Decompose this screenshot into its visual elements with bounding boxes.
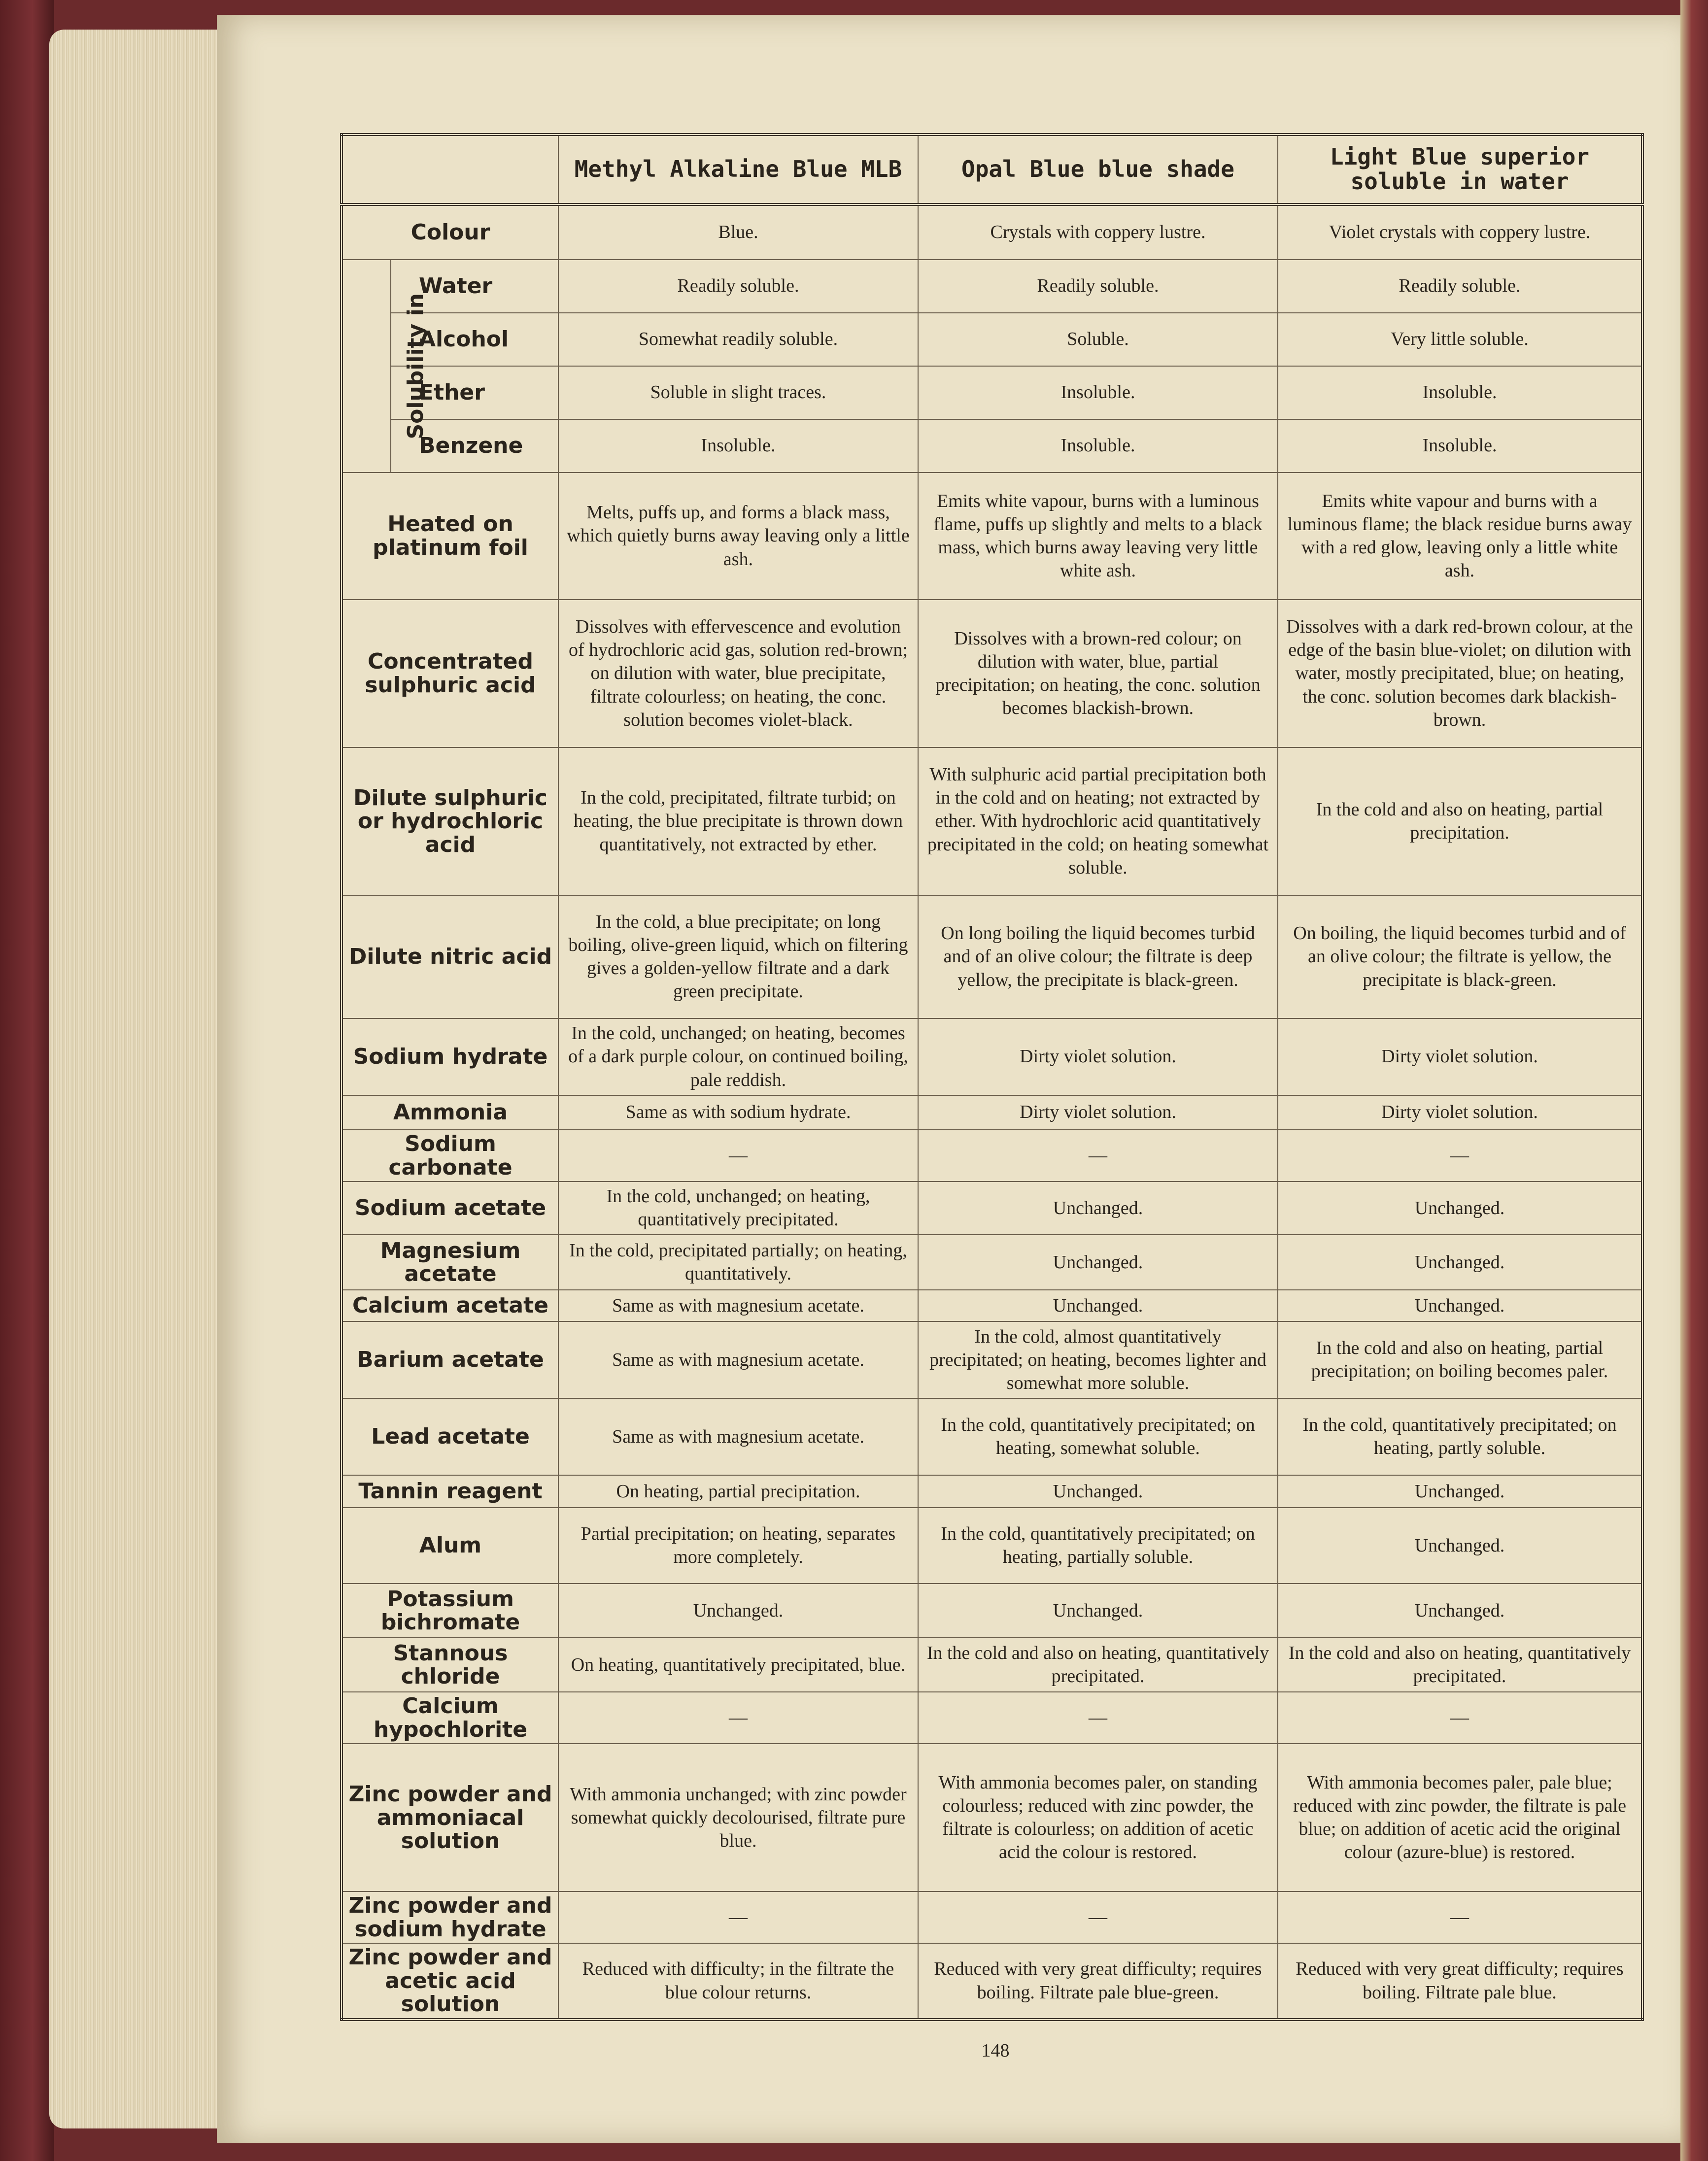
- table-row: [342, 1290, 1642, 1321]
- table-row: [342, 1475, 1642, 1508]
- table-cell: In the cold and also on heating, quantitatively precipitated.: [1278, 1638, 1642, 1692]
- table-cell: Unchanged.: [1278, 1508, 1642, 1584]
- table-cell: —: [918, 1891, 1278, 1943]
- table-cell: In the cold, quantitatively precipitated; on heating, partly soluble.: [1278, 1398, 1642, 1475]
- table-cell: Unchanged.: [918, 1475, 1278, 1508]
- table-cell: Insoluble.: [1278, 366, 1642, 419]
- row-label: Water: [391, 260, 558, 313]
- row-label: Concentrated sulphuric acid: [342, 600, 558, 747]
- table-row: [342, 1692, 1642, 1744]
- table-row: [342, 1182, 1642, 1235]
- row-label: Barium acetate: [342, 1321, 558, 1398]
- table-cell: Same as with sodium hydrate.: [558, 1095, 918, 1130]
- table-row: [342, 1321, 1642, 1398]
- table-cell: Unchanged.: [918, 1235, 1278, 1290]
- table-row: [342, 1398, 1642, 1475]
- table-row: [342, 1018, 1642, 1095]
- row-label: Benzene: [391, 419, 558, 473]
- table-cell: In the cold, almost quantitatively precipitated; on heating, becomes lighter and somewhat more soluble.: [918, 1321, 1278, 1398]
- table-cell: Partial precipitation; on heating, separates more completely.: [558, 1508, 918, 1584]
- table-cell: Unchanged.: [1278, 1235, 1642, 1290]
- table-cell: Crystals with coppery lustre.: [918, 204, 1278, 260]
- table-cell: Reduced with difficulty; in the filtrate the blue colour returns.: [558, 1943, 918, 2020]
- column-header: Opal Blue blue shade: [918, 135, 1278, 204]
- row-label: Sodium acetate: [342, 1182, 558, 1235]
- table-cell: Insoluble.: [918, 366, 1278, 419]
- table-cell: In the cold and also on heating, partial precipitation.: [1278, 747, 1642, 895]
- reagent-table: [340, 133, 1644, 2021]
- row-label: Zinc powder and ammoniacal solution: [342, 1744, 558, 1891]
- table-cell: Dirty violet solution.: [1278, 1018, 1642, 1095]
- table-cell: Very little soluble.: [1278, 313, 1642, 366]
- table-cell: —: [918, 1130, 1278, 1182]
- table-row: [342, 473, 1642, 600]
- table-cell: On heating, partial precipitation.: [558, 1475, 918, 1508]
- table-row: [342, 1744, 1642, 1891]
- table-cell: Same as with magnesium acetate.: [558, 1398, 918, 1475]
- table-cell: Unchanged.: [1278, 1182, 1642, 1235]
- table-row: [342, 1095, 1642, 1130]
- page-stack: [49, 30, 227, 2128]
- table-cell: Emits white vapour, burns with a luminous flame, puffs up slightly and melts to a black mass, which burns away leaving very little white ash.: [918, 473, 1278, 600]
- row-label: Stannous chloride: [342, 1638, 558, 1692]
- table-cell: Dissolves with effervescence and evolution of hydrochloric acid gas, solution red-brown; on dilution with water, blue precipitate, filtrate colourless; on heating, the conc. solution becomes violet-black.: [558, 600, 918, 747]
- table-cell: Violet crystals with coppery lustre.: [1278, 204, 1642, 260]
- table-cell: Reduced with very great difficulty; requires boiling. Filtrate pale blue.: [1278, 1943, 1642, 2020]
- table-cell: Readily soluble.: [558, 260, 918, 313]
- table-cell: Dirty violet solution.: [1278, 1095, 1642, 1130]
- table-row: [342, 1638, 1642, 1692]
- table-row: [342, 1584, 1642, 1638]
- row-label: Magnesium acetate: [342, 1235, 558, 1290]
- table-row: [342, 1943, 1642, 2020]
- row-label: Dilute sulphuric or hydrochloric acid: [342, 747, 558, 895]
- table-cell: Unchanged.: [1278, 1475, 1642, 1508]
- table-cell: Unchanged.: [918, 1584, 1278, 1638]
- table-cell: In the cold and also on heating, quantitatively precipitated.: [918, 1638, 1278, 1692]
- table-cell: Insoluble.: [918, 419, 1278, 473]
- row-label: Lead acetate: [342, 1398, 558, 1475]
- table-cell: In the cold, quantitatively precipitated; on heating, partially soluble.: [918, 1508, 1278, 1584]
- table-cell: Readily soluble.: [918, 260, 1278, 313]
- table-cell: —: [1278, 1692, 1642, 1744]
- page-number: 148: [981, 2040, 1010, 2061]
- table-cell: Soluble.: [918, 313, 1278, 366]
- column-header: Light Blue superior soluble in water: [1278, 135, 1642, 204]
- table-row: [342, 419, 1642, 473]
- table-cell: —: [918, 1692, 1278, 1744]
- table-cell: In the cold, precipitated, filtrate turbid; on heating, the blue precipitate is thrown down quantitatively, not extracted by ether.: [558, 747, 918, 895]
- table-cell: In the cold, unchanged; on heating, becomes of a dark purple colour, on continued boiling, pale reddish.: [558, 1018, 918, 1095]
- table-cell: Dissolves with a dark red-brown colour, at the edge of the basin blue-violet; on dilution with water, mostly precipitated, blue; on heating, the conc. solution becomes dark blackish-brown.: [1278, 600, 1642, 747]
- row-label: Sodium carbonate: [342, 1130, 558, 1182]
- table-cell: Insoluble.: [1278, 419, 1642, 473]
- table-header-row: [342, 135, 1642, 204]
- table-row: [342, 204, 1642, 260]
- corner-cell: [342, 135, 558, 204]
- table-cell: Somewhat readily soluble.: [558, 313, 918, 366]
- table-row: [342, 1891, 1642, 1943]
- table-cell: Unchanged.: [1278, 1290, 1642, 1321]
- table-cell: —: [558, 1891, 918, 1943]
- table-cell: Dissolves with a brown-red colour; on dilution with water, blue, partial precipitation; on heating, the conc. solution becomes blackish-brown.: [918, 600, 1278, 747]
- row-label: Colour: [342, 204, 558, 260]
- table-cell: On boiling, the liquid becomes turbid and of an olive colour; the filtrate is yellow, the precipitate is black-green.: [1278, 895, 1642, 1018]
- table-row: [342, 1508, 1642, 1584]
- solubility-group-cell: [342, 260, 428, 473]
- row-label: Dilute nitric acid: [342, 895, 558, 1018]
- row-label: Ether: [391, 366, 558, 419]
- table-cell: In the cold, a blue precipitate; on long boiling, olive-green liquid, which on filtering gives a golden-yellow filtrate and a dark green precipitate.: [558, 895, 918, 1018]
- table-cell: Readily soluble.: [1278, 260, 1642, 313]
- table-cell: Blue.: [558, 204, 918, 260]
- table-cell: —: [558, 1130, 918, 1182]
- table-cell: Reduced with very great difficulty; requires boiling. Filtrate pale blue-green.: [918, 1943, 1278, 2020]
- table-cell: Same as with magnesium acetate.: [558, 1290, 918, 1321]
- table-cell: In the cold, quantitatively precipitated; on heating, somewhat soluble.: [918, 1398, 1278, 1475]
- table-row: [342, 747, 1642, 895]
- table-cell: —: [1278, 1130, 1642, 1182]
- table-cell: Dirty violet solution.: [918, 1018, 1278, 1095]
- row-label: Alcohol: [391, 313, 558, 366]
- table-cell: —: [1278, 1891, 1642, 1943]
- table-cell: In the cold, unchanged; on heating, quantitatively precipitated.: [558, 1182, 918, 1235]
- table-cell: Unchanged.: [558, 1584, 918, 1638]
- table-cell: Unchanged.: [918, 1182, 1278, 1235]
- table-row: [342, 260, 1642, 313]
- table-cell: Insoluble.: [558, 419, 918, 473]
- table-cell: On heating, quantitatively precipitated, blue.: [558, 1638, 918, 1692]
- book-spine-edge: [1680, 0, 1708, 2161]
- row-label: Ammonia: [342, 1095, 558, 1130]
- table-cell: Soluble in slight traces.: [558, 366, 918, 419]
- table-cell: With ammonia becomes paler, pale blue; reduced with zinc powder, the filtrate is pale blue; on addition of acetic acid the original colour (azure-blue) is restored.: [1278, 1744, 1642, 1891]
- table-cell: In the cold and also on heating, partial precipitation; on boiling becomes paler.: [1278, 1321, 1642, 1398]
- column-header: Methyl Alkaline Blue MLB: [558, 135, 918, 204]
- table-row: [342, 1130, 1642, 1182]
- row-label: Calcium hypochlorite: [342, 1692, 558, 1744]
- table-cell: With sulphuric acid partial precipitation both in the cold and on heating; not extracted by ether. With hydrochloric acid quantitatively precipitated in the cold; on heating somewhat soluble.: [918, 747, 1278, 895]
- table-row: [342, 1235, 1642, 1290]
- table-cell: Same as with magnesium acetate.: [558, 1321, 918, 1398]
- row-label: Tannin reagent: [342, 1475, 558, 1508]
- table-cell: Emits white vapour and burns with a luminous flame; the black residue burns away with a red glow, leaving only a little white ash.: [1278, 473, 1642, 600]
- table-cell: Dirty violet solution.: [918, 1095, 1278, 1130]
- table-row: [342, 600, 1642, 747]
- table-cell: In the cold, precipitated partially; on heating, quantitatively.: [558, 1235, 918, 1290]
- row-label: Potassium bichromate: [342, 1584, 558, 1638]
- row-label: Sodium hydrate: [342, 1018, 558, 1095]
- table-cell: Unchanged.: [918, 1290, 1278, 1321]
- table-row: [342, 313, 1642, 366]
- table-cell: With ammonia unchanged; with zinc powder somewhat quickly decolourised, filtrate pure blue.: [558, 1744, 918, 1891]
- row-label: Heated on platinum foil: [342, 473, 558, 600]
- table-cell: On long boiling the liquid becomes turbid and of an olive colour; the filtrate is deep yellow, the precipitate is black-green.: [918, 895, 1278, 1018]
- book-cover-edge: [0, 0, 54, 2161]
- row-label: Alum: [342, 1508, 558, 1584]
- row-label: Calcium acetate: [342, 1290, 558, 1321]
- row-label: Zinc powder and sodium hydrate: [342, 1891, 558, 1943]
- table-cell: Melts, puffs up, and forms a black mass, which quietly burns away leaving only a little ash.: [558, 473, 918, 600]
- table-cell: —: [558, 1692, 918, 1744]
- solubility-group-label: Solubility in: [403, 293, 428, 439]
- table-cell: With ammonia becomes paler, on standing colourless; reduced with zinc powder, the filtrate is colourless; on addition of acetic acid the colour is restored.: [918, 1744, 1278, 1891]
- table-row: [342, 366, 1642, 419]
- table-cell: Unchanged.: [1278, 1584, 1642, 1638]
- row-label: Zinc powder and acetic acid solution: [342, 1943, 558, 2020]
- table-row: [342, 895, 1642, 1018]
